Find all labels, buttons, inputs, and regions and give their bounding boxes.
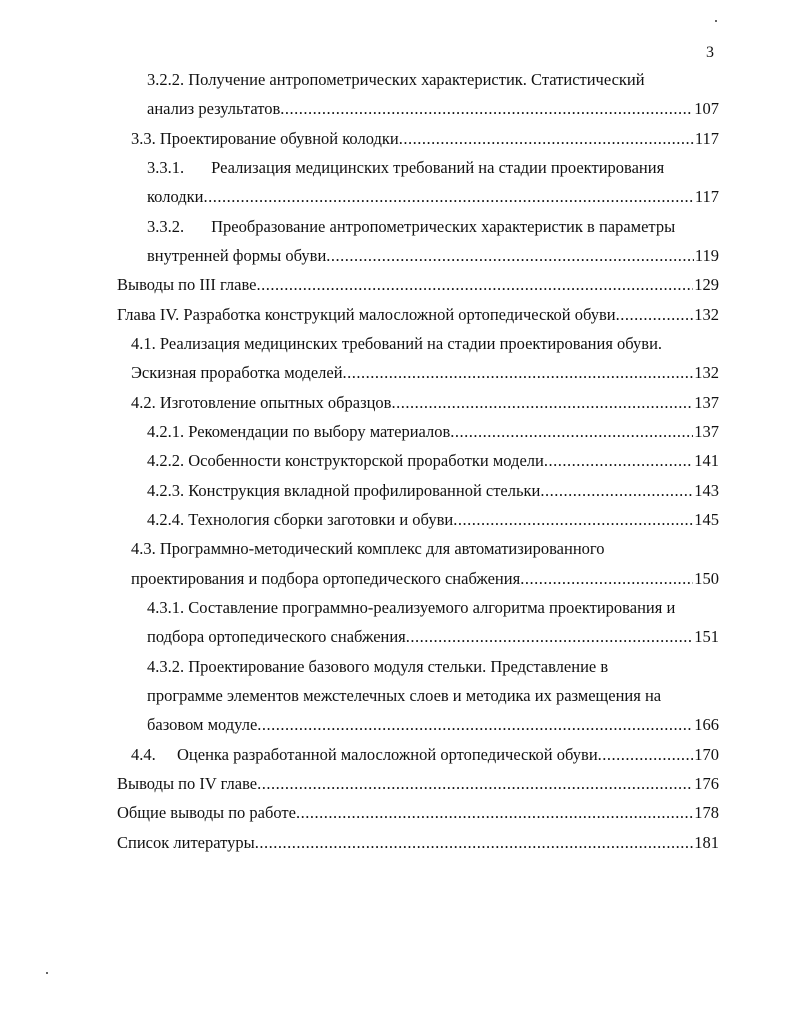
toc-text: 3.3. Проектирование обувной колодки (131, 129, 399, 148)
toc-entry-general-conclusions[interactable] (117, 799, 719, 827)
toc-entry-4-3-2-line2 (147, 682, 661, 710)
toc-text: Выводы по III главе (117, 275, 257, 294)
dot-leader (598, 741, 694, 769)
dot-leader (544, 447, 693, 475)
toc-entry-conclusions-ch3[interactable] (117, 271, 719, 299)
toc-text: 4.3.1. Составление программно-реализуемого алгоритма проектирования и (147, 598, 676, 617)
toc-entry-3-3-1[interactable] (147, 183, 719, 211)
toc-entry-4-3-1[interactable] (147, 623, 719, 651)
toc-entry-4-1[interactable] (131, 359, 719, 387)
dot-leader (450, 418, 693, 446)
toc-entry-3-3-1-line1 (147, 154, 664, 182)
toc-page: 151 (694, 627, 719, 646)
toc-text: Оценка разработанной малосложной ортопедической обуви (177, 745, 598, 764)
toc-page: 150 (694, 569, 719, 588)
toc-text: 4.2.1. Рекомендации по выбору материалов (147, 422, 451, 441)
toc-text: 4.2.2. Особенности конструкторской проработки модели (147, 451, 544, 470)
dot-leader (343, 359, 694, 387)
dot-leader (296, 799, 693, 827)
toc-entry-3-2-2[interactable] (147, 95, 719, 123)
toc-page: 141 (694, 451, 719, 470)
toc-entry-chapter-4[interactable] (117, 301, 719, 329)
toc-text: базовом модуле (147, 715, 258, 734)
dot-leader (203, 183, 693, 211)
dot-leader (540, 477, 693, 505)
dot-leader (391, 389, 693, 417)
toc-entry-4-2[interactable] (131, 389, 719, 417)
toc-entry-4-3-1-line1 (147, 594, 675, 622)
toc-text: Эскизная проработка моделей (131, 363, 343, 382)
dot-leader (257, 770, 693, 798)
scan-speck (46, 972, 48, 974)
toc-text: 3.2.2. Получение антропометрических характеристик. Статистический (147, 70, 645, 89)
dot-leader (257, 711, 693, 739)
toc-page: 119 (694, 246, 719, 265)
toc-text: 4.3. Программно-методический комплекс для автоматизированного (131, 539, 605, 558)
toc-text: Реализация медицинских требований на стадии проектирования (211, 158, 665, 177)
toc-entry-3-3-2-line1 (147, 213, 675, 241)
toc-number: 3.3.1. (147, 158, 185, 177)
toc-entry-4-3-2[interactable] (147, 711, 719, 739)
toc-page: 132 (694, 363, 719, 382)
toc-text: 4.2.3. Конструкция вкладной профилированной стельки (147, 481, 541, 500)
toc-text: подбора ортопедического снабжения (147, 627, 406, 646)
toc-page: 107 (694, 99, 719, 118)
toc-number: 3.3.2. (147, 217, 185, 236)
toc-page: 181 (694, 833, 719, 852)
toc-entry-4-4[interactable] (131, 741, 719, 769)
toc-text: колодки (147, 187, 204, 206)
toc-page: 117 (694, 129, 719, 148)
toc-entry-4-2-4[interactable] (147, 506, 719, 534)
toc-page: 145 (694, 510, 719, 529)
dot-leader (399, 125, 694, 153)
toc-entry-conclusions-ch4[interactable] (117, 770, 719, 798)
toc-entry-4-2-3[interactable] (147, 477, 719, 505)
toc-text: 4.1. Реализация медицинских требований на стадии проектирования обуви. (131, 334, 663, 353)
dot-leader (255, 829, 694, 857)
toc-entry-4-2-1[interactable] (147, 418, 719, 446)
toc-text: 4.3.2. Проектирование базового модуля стельки. Представление в (147, 657, 609, 676)
toc-text: программе элементов межстелечных слоев и методика их размещения на (147, 686, 662, 705)
toc-text: анализ результатов (147, 99, 281, 118)
toc-page: 117 (694, 187, 719, 206)
toc-text: внутренней формы обуви (147, 246, 327, 265)
toc-entry-4-3[interactable] (131, 565, 719, 593)
toc-entry-3-3[interactable] (131, 125, 719, 153)
toc-entry-4-1-line1 (131, 330, 662, 358)
toc-page: 170 (694, 745, 719, 764)
toc-page: 137 (694, 422, 719, 441)
toc-entry-4-3-line1 (131, 535, 605, 563)
dot-leader (326, 242, 694, 270)
toc-page: 143 (694, 481, 719, 500)
toc-page: 129 (694, 275, 719, 294)
toc-entry-3-3-2[interactable] (147, 242, 719, 270)
dot-leader (406, 623, 693, 651)
dot-leader (520, 565, 693, 593)
toc-text: Преобразование антропометрических характеристик в параметры (211, 217, 676, 236)
toc-entry-4-2-2[interactable] (147, 447, 719, 475)
toc-text: проектирования и подбора ортопедического снабжения (131, 569, 521, 588)
dot-leader (256, 271, 693, 299)
scan-speck (715, 20, 717, 22)
dot-leader (453, 506, 693, 534)
toc-entry-3-2-2-line1 (147, 66, 645, 94)
toc-text: Глава IV. Разработка конструкций малосложной ортопедической обуви (117, 305, 616, 324)
toc-text: Список литературы (117, 833, 255, 852)
toc-page: 137 (694, 393, 719, 412)
toc-entry-4-3-2-line1 (147, 653, 608, 681)
toc-page: 166 (694, 715, 719, 734)
toc-text: Общие выводы по работе (117, 803, 296, 822)
page-number: 3 (706, 44, 714, 61)
toc-text: 4.2.4. Технология сборки заготовки и обуви (147, 510, 454, 529)
dot-leader (616, 301, 694, 329)
toc-text: 4.2. Изготовление опытных образцов (131, 393, 392, 412)
toc-page: 176 (694, 774, 719, 793)
toc-page: 178 (694, 803, 719, 822)
toc-page: 132 (694, 305, 719, 324)
toc-text: Выводы по IV главе (117, 774, 258, 793)
toc-entry-references[interactable] (117, 829, 719, 857)
dot-leader (280, 95, 693, 123)
toc-number: 4.4. (131, 745, 156, 764)
